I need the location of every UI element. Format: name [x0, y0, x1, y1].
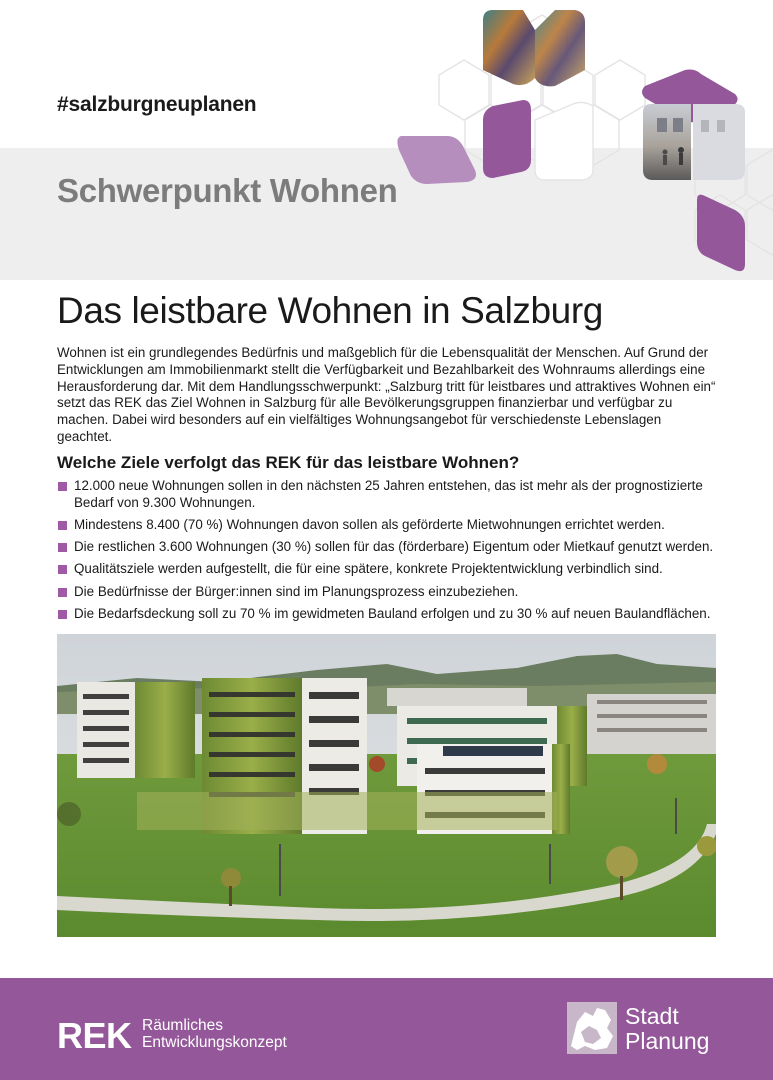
goal-item	[57, 584, 717, 601]
goal-text: Die Bedürfnisse der Bürger:innen sind im Planungsprozess einzubeziehen.	[74, 583, 519, 599]
main-title: Das leistbare Wohnen in Salzburg	[57, 290, 603, 331]
stadt-line-2: Planung	[625, 1028, 710, 1054]
goals-list	[57, 478, 717, 628]
intro-paragraph: Wohnen ist ein grundlegendes Bedürfnis und maßgeblich für die Lebensqualität der Menschen. Auf Grund der Entwicklungen am Immobilienmarkt stellt die Verfügbarkeit und Bezahlbarkeit des Wohnraums allerdings eine Herausforderung dar. Mit dem Handlungsschwerpunkt: „Salzburg tritt für leistbares und attraktives Wohnen ein“ setzt das REK das Ziel Wohnen in Salzburg für alle Bevölkerungsgruppen finanzierbar und verfügbar zu machen. Dabei wird besonders auf ein vielfältiges Wohnungsangebot für verschiedenste Lebenslagen geachtet.	[57, 345, 716, 444]
bullet-square-icon	[58, 521, 67, 530]
rek-abbreviation: REK	[57, 1015, 132, 1056]
goal-item	[57, 539, 717, 556]
bullet-square-icon	[58, 543, 67, 552]
goal-item	[57, 606, 717, 623]
goals-heading: Welche Ziele verfolgt das REK für das leistbare Wohnen?	[57, 453, 520, 472]
stadt-planung-logo	[567, 1002, 727, 1058]
goal-text: Die restlichen 3.600 Wohnungen (30 %) sollen für das (förderbare) Eigentum oder Mietkauf genutzt werden.	[74, 539, 714, 555]
goal-item	[57, 478, 717, 512]
rek-line-2: Entwicklungskonzept	[142, 1034, 287, 1051]
bullet-square-icon	[58, 588, 67, 597]
hexagon-pattern	[395, 0, 773, 280]
goal-item	[57, 561, 717, 578]
goal-text: 12.000 neue Wohnungen sollen in den nächsten 25 Jahren entstehen, das ist mehr als der prognostizierte Bedarf von 9.300 Wohnungen.	[74, 478, 703, 510]
rek-fullname	[142, 1017, 287, 1051]
rek-line-1: Räumliches	[142, 1017, 223, 1034]
bullet-square-icon	[58, 610, 67, 619]
goal-text: Die Bedarfsdeckung soll zu 70 % im gewidmeten Bauland erfolgen und zu 30 % auf neuen Baulandflächen.	[74, 605, 711, 621]
goal-item	[57, 517, 717, 534]
stadt-line-1: Stadt	[625, 1003, 679, 1029]
goal-text: Mindestens 8.400 (70 %) Wohnungen davon sollen als geförderte Mietwohnungen errichtet werden.	[74, 516, 665, 532]
section-title: Schwerpunkt Wohnen	[57, 172, 398, 209]
bullet-square-icon	[58, 482, 67, 491]
stadt-planung-text	[625, 1004, 709, 1054]
stadt-planung-logo-icon	[567, 1002, 617, 1054]
bullet-square-icon	[58, 565, 67, 574]
goal-text: Qualitätsziele werden aufgestellt, die für eine spätere, konkrete Projektentwicklung verbindlich sind.	[74, 561, 663, 577]
hashtag: #salzburgneuplanen	[57, 93, 257, 116]
housing-photo	[57, 634, 716, 937]
